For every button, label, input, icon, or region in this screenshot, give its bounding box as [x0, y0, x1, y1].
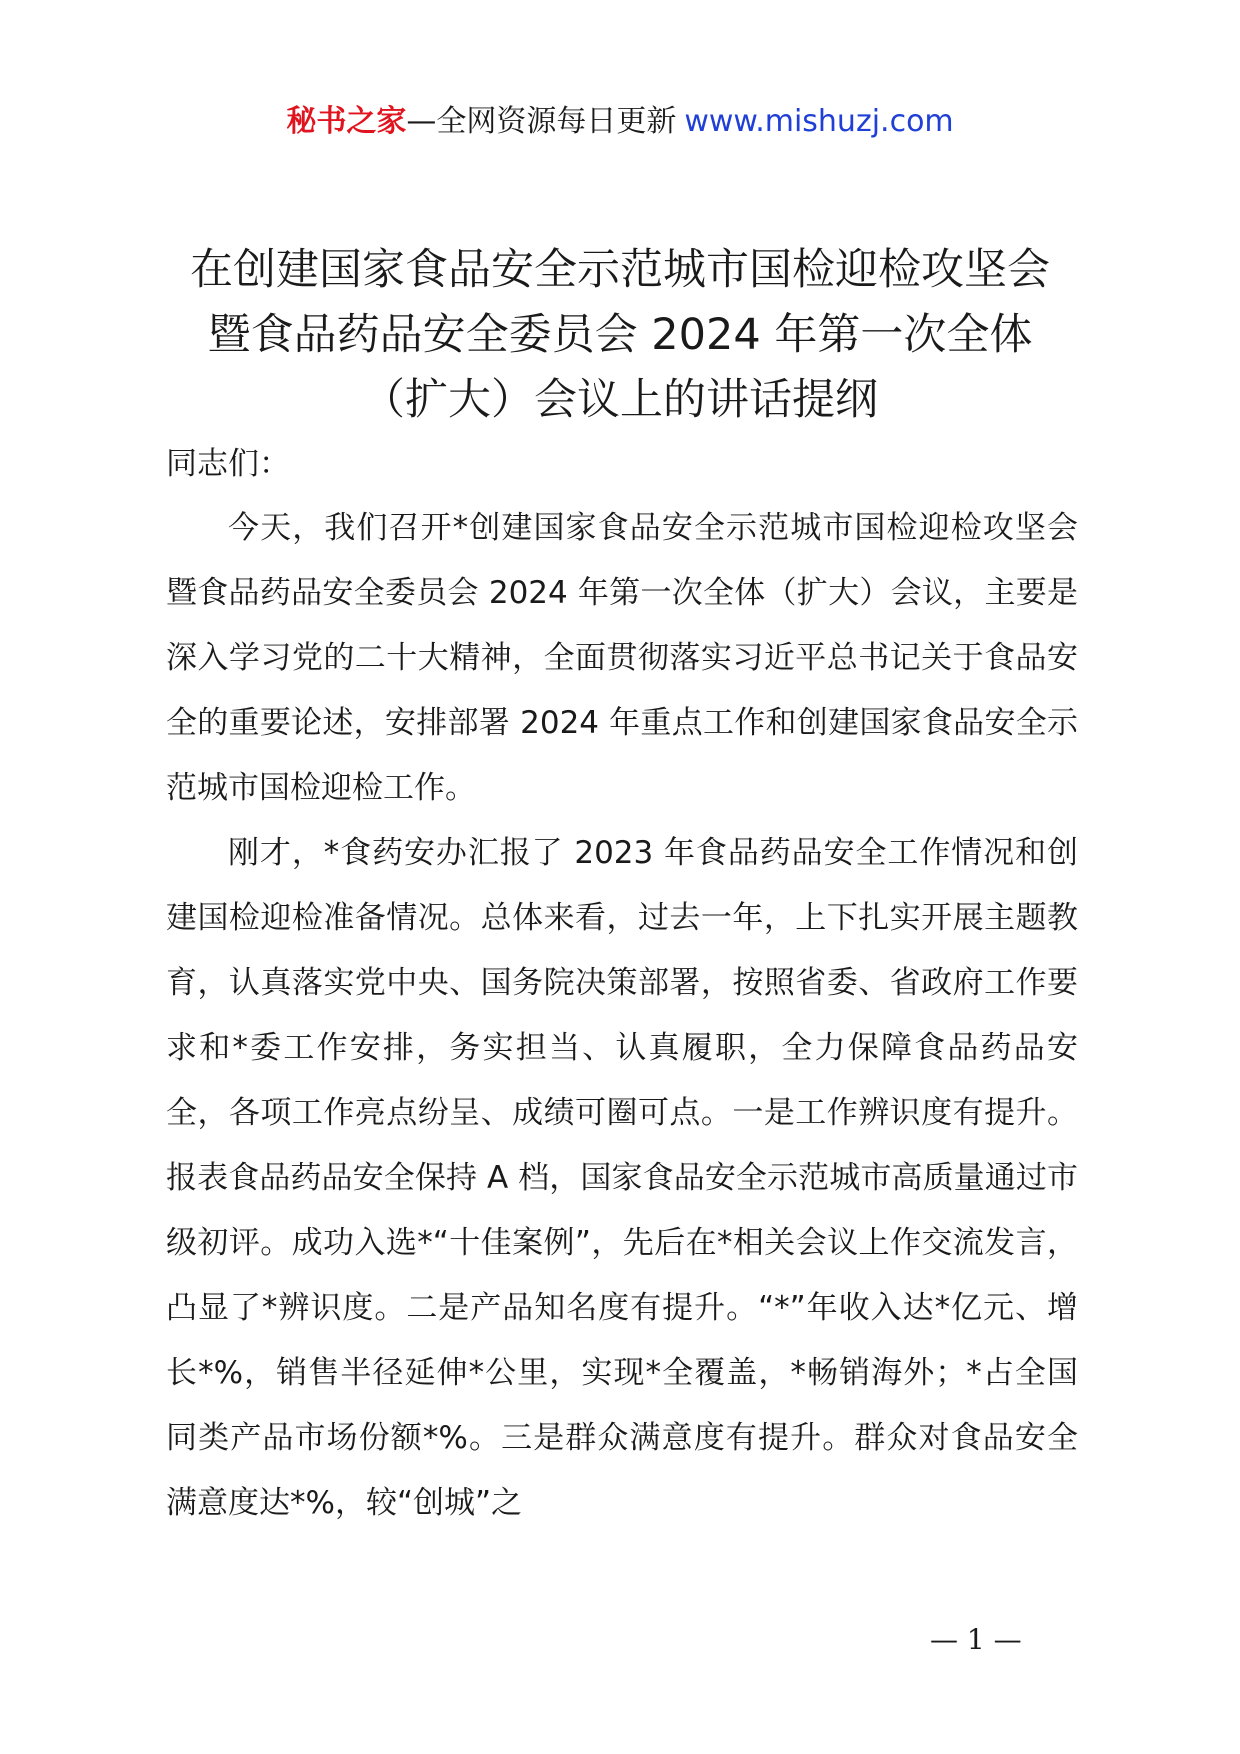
title-line: （扩大）会议上的讲话提纲: [362, 375, 878, 425]
header-slogan: —全网资源每日更新: [406, 104, 677, 139]
title-line: 暨食品药品安全委员会 2024 年第一次全体: [207, 310, 1033, 360]
header-url-link[interactable]: www.mishuzj.com: [684, 104, 954, 139]
paragraph-1: 今天，我们召开*创建国家食品安全示范城市国检迎检攻坚会暨食品药品安全委员会 2024 年第一次全体（扩大）会议，主要是深入学习党的二十大精神，全面贯彻落实习近平总书记关于食品安全的重要论述，安排部署 2024 年重点工作和创建国家食品安全示范城市国检迎检工作。: [166, 510, 1078, 806]
salutation: 同志们：: [166, 446, 290, 482]
document-title: [160, 238, 1080, 433]
brand-name: 秘书之家: [286, 104, 407, 139]
paragraph-2: 刚才，*食药安办汇报了 2023 年食品药品安全工作情况和创建国检迎检准备情况。总体来看，过去一年，上下扎实开展主题教育，认真落实党中央、国务院决策部署，按照省委、省政府工作要求和*委工作安排，务实担当、认真履职，全力保障食品药品安全，各项工作亮点纷呈、成绩可圈可点。一是工作辨识度有提升。报表食品药品安全保持 A 档，国家食品安全示范城市高质量通过市级初评。成功入选*“十佳案例”，先后在*相关会议上作交流发言，凸显了*辨识度。二是产品知名度有提升。“*”年收入达*亿元、增长*%，销售半径延伸*公里，实现*全覆盖，*畅销海外；*占全国同类产品市场份额*%。三是群众满意度有提升。群众对食品安全满意度达*%，较“创城”之: [166, 835, 1078, 1521]
document-body: [166, 496, 1078, 1536]
site-header: [0, 100, 1240, 144]
title-line: 在创建国家食品安全示范城市国检迎检攻坚会: [190, 245, 1050, 295]
page-number: — 1 —: [930, 1623, 1022, 1656]
